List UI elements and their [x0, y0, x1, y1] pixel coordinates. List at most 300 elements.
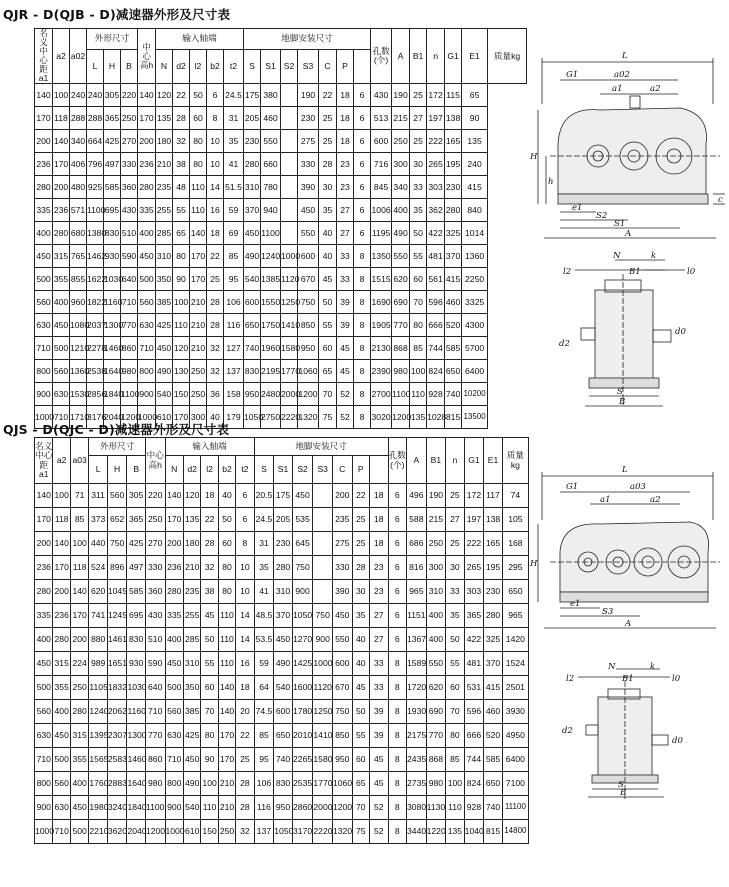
table-cell: 45	[201, 604, 218, 628]
table-cell: 600	[332, 652, 352, 676]
table-cell: 50	[218, 508, 235, 532]
table-cell: 640	[121, 268, 138, 291]
drawing-label-d0-2: d0	[672, 736, 683, 746]
table-cell: 400	[426, 628, 446, 652]
drawing-label-S: S	[617, 387, 623, 397]
table-cell: 230	[244, 130, 261, 153]
table-cell: 1000	[165, 820, 183, 844]
table-cell: 305	[104, 84, 121, 107]
table-cell: 1200	[332, 796, 352, 820]
table-cell: 1050	[244, 406, 261, 429]
drawing-label-d2-2: d2	[562, 726, 573, 736]
table-cell: 1385	[261, 268, 281, 291]
table-cell: 80	[410, 314, 427, 337]
table-cell: 18	[236, 676, 254, 700]
table-cell: 165	[445, 130, 462, 153]
table-cell: 110	[173, 314, 190, 337]
table-cell: 740	[274, 748, 292, 772]
table-cell: 1000	[35, 406, 53, 429]
table-cell: 52	[369, 820, 388, 844]
table-cell: 197	[464, 508, 484, 532]
table-cell: 1200	[145, 820, 165, 844]
table-cell: 80	[173, 245, 190, 268]
table-cell: 280	[138, 176, 156, 199]
table-cell: 900	[35, 796, 53, 820]
table-cell: 330	[121, 153, 138, 176]
table-cell: 18	[337, 130, 354, 153]
table-cell: 235	[183, 580, 200, 604]
table-cell: 1460	[104, 337, 121, 360]
table-cell: 138	[484, 508, 502, 532]
table-cell: 240	[70, 84, 87, 107]
table-cell: 440	[89, 532, 107, 556]
table-cell: 36	[207, 383, 224, 406]
table-cell: 481	[464, 652, 484, 676]
table-cell: 85	[70, 508, 88, 532]
table-cell: 425	[156, 314, 173, 337]
table-cell: 3440	[407, 820, 427, 844]
table-cell: 1690	[371, 291, 392, 314]
table-cell: 360	[145, 580, 165, 604]
table-cell: 25	[207, 268, 224, 291]
table-cell: 8	[388, 700, 406, 724]
table-cell: 70	[446, 700, 464, 724]
table-cell: 117	[484, 484, 502, 508]
drawing-label-B-2: B	[620, 788, 627, 798]
table-row	[35, 337, 527, 360]
header-outline: 外形尺寸	[87, 29, 138, 50]
table-cell: 22	[207, 245, 224, 268]
table-cell: 236	[53, 604, 70, 628]
header-p: P	[352, 456, 369, 484]
table-cell: 840	[462, 199, 488, 222]
table-cell: 250	[70, 676, 88, 700]
table-cell: 815	[484, 820, 502, 844]
table-cell: 200	[70, 628, 88, 652]
table-cell: 170	[218, 724, 235, 748]
table-cell: 106	[224, 291, 244, 314]
table-cell: 28	[236, 796, 254, 820]
table-cell: 1360	[462, 245, 488, 268]
table-cell: 25	[352, 532, 369, 556]
table-cell: 925	[87, 176, 104, 199]
header-b2: b2	[207, 49, 224, 83]
table-cell: 652	[107, 508, 127, 532]
table-cell: 110	[190, 176, 207, 199]
table-cell: 710	[53, 820, 70, 844]
table-cell: 1380	[87, 222, 104, 245]
table-cell: 670	[298, 268, 319, 291]
header-g1: G1	[464, 438, 484, 484]
table-cell: 830	[274, 772, 292, 796]
table-cell: 32	[207, 360, 224, 383]
drawing-label-S1: S1	[614, 219, 626, 229]
table-cell: 140	[165, 484, 183, 508]
table-cell: 365	[104, 107, 121, 130]
table-cell: 796	[87, 153, 104, 176]
table-cell: 6	[354, 222, 371, 245]
table-cell: 180	[156, 130, 173, 153]
table-cell: 1425	[292, 652, 313, 676]
table-cell: 490	[244, 245, 261, 268]
table-cell: 25	[352, 508, 369, 532]
table-row	[35, 748, 529, 772]
drawing-label-H-2: H	[530, 559, 538, 569]
header-d2: d2	[173, 49, 190, 83]
table-cell: 830	[104, 222, 121, 245]
header-g1: G1	[445, 29, 462, 84]
table-cell: 200	[35, 130, 53, 153]
table-cell: 55	[446, 652, 464, 676]
table-cell: 640	[145, 676, 165, 700]
table-cell: 140	[190, 222, 207, 245]
table-cell: 60	[201, 676, 218, 700]
table-cell: 513	[371, 107, 392, 130]
table-cell: 6	[388, 484, 406, 508]
table-cell: 315	[53, 245, 70, 268]
table-cell: 750	[332, 700, 352, 724]
table-cell: 118	[53, 508, 70, 532]
table-cell: 430	[121, 199, 138, 222]
header-h: H	[107, 456, 127, 484]
table-cell: 680	[70, 222, 87, 245]
table-cell: 710	[121, 291, 138, 314]
table-cell: 210	[183, 556, 200, 580]
table-cell: 303	[427, 176, 445, 199]
table-cell: 65	[352, 772, 369, 796]
table-cell: 280	[35, 176, 53, 199]
table-cell: 585	[445, 337, 462, 360]
header-foot: 地脚安装尺寸	[244, 29, 371, 50]
table-cell: 116	[254, 796, 274, 820]
table-cell: 524	[89, 556, 107, 580]
table-cell: 135	[410, 406, 427, 429]
table-cell: 500	[35, 676, 53, 700]
table-cell: 500	[35, 268, 53, 291]
table-cell: 2860	[292, 796, 313, 820]
table-row	[35, 796, 529, 820]
table-cell: 170	[190, 245, 207, 268]
header-l: L	[89, 456, 107, 484]
table-cell: 500	[53, 748, 70, 772]
table-cell: 1622	[87, 268, 104, 291]
table-cell: 645	[292, 532, 313, 556]
table-cell: 450	[244, 222, 261, 245]
table-cell: 1580	[313, 748, 333, 772]
qjs-side-view-drawing	[530, 462, 729, 637]
drawing-label-B1-2: B1	[622, 674, 634, 684]
table-cell: 130	[173, 360, 190, 383]
table-cell: 20.5	[254, 484, 274, 508]
table-cell: 960	[70, 291, 87, 314]
table-cell: 236	[165, 556, 183, 580]
table-cell: 10	[236, 556, 254, 580]
table-cell: 560	[107, 484, 127, 508]
table-row	[35, 676, 529, 700]
table-cell: 280	[274, 556, 292, 580]
table-cell: 1905	[371, 314, 392, 337]
table-cell: 200	[53, 176, 70, 199]
table-cell: 1200	[121, 406, 138, 429]
table-cell: 6	[388, 556, 406, 580]
table-cell: 69	[224, 222, 244, 245]
table-row	[35, 130, 527, 153]
table-cell: 1530	[70, 383, 87, 406]
table-cell: 250	[121, 107, 138, 130]
drawing-label-l0-2: l0	[672, 674, 681, 684]
table-cell: 74.5	[254, 700, 274, 724]
table-cell: 275	[298, 130, 319, 153]
table-row	[35, 556, 529, 580]
qjr-front-view-drawing	[555, 250, 725, 410]
table-cell: 18	[207, 222, 224, 245]
table-cell: 140	[218, 700, 235, 724]
table-cell: 8	[388, 676, 406, 700]
table-row	[35, 700, 529, 724]
header-n: n	[427, 29, 445, 84]
table-cell: 40	[207, 406, 224, 429]
table-cell: 51.5	[224, 176, 244, 199]
table-cell: 74	[502, 484, 528, 508]
table-cell: 31	[254, 532, 274, 556]
header-s: S	[254, 456, 274, 484]
table-cell: 1600	[292, 676, 313, 700]
table-cell: 80	[218, 556, 235, 580]
table-cell: 39	[369, 724, 388, 748]
table-cell: 280	[53, 222, 70, 245]
table-cell: 65	[462, 84, 488, 107]
table-cell: 45	[369, 772, 388, 796]
table-cell: 30	[446, 556, 464, 580]
table-cell: 250	[190, 360, 207, 383]
header-holes: 孔数(个)	[371, 29, 392, 84]
table-cell: 365	[127, 508, 145, 532]
table-cell: 60	[218, 532, 235, 556]
table-cell: 900	[292, 580, 313, 604]
table-cell: 300	[392, 153, 410, 176]
table-cell: 3080	[407, 796, 427, 820]
table-cell: 6	[388, 508, 406, 532]
table-cell: 535	[292, 508, 313, 532]
table-cell: 965	[407, 580, 427, 604]
table-cell	[281, 130, 298, 153]
table-cell: 275	[332, 532, 352, 556]
table-cell: 60	[190, 107, 207, 130]
table-cell: 59	[254, 652, 274, 676]
table-cell: 824	[427, 360, 445, 383]
table-cell: 400	[35, 222, 53, 245]
header-s1: S1	[274, 456, 292, 484]
table-cell: 135	[446, 820, 464, 844]
header-n: N	[165, 456, 183, 484]
table-cell: 22	[319, 84, 337, 107]
table-cell: 310	[426, 580, 446, 604]
table-cell: 250	[218, 820, 235, 844]
table-cell: 1014	[462, 222, 488, 245]
table-cell: 23	[337, 176, 354, 199]
table-cell: 1100	[392, 383, 410, 406]
table-cell: 2883	[107, 772, 127, 796]
table-cell: 39	[337, 291, 354, 314]
table-cell: 1770	[313, 772, 333, 796]
table-cell: 310	[274, 580, 292, 604]
table-cell: 1050	[274, 820, 292, 844]
table-cell: 25	[410, 84, 427, 107]
table-cell: 1300	[127, 724, 145, 748]
table-cell: 120	[183, 484, 200, 508]
table-cell: 55	[201, 652, 218, 676]
table-cell: 45	[369, 748, 388, 772]
table-cell: 110	[201, 796, 218, 820]
table-cell: 400	[426, 604, 446, 628]
header-e1: E1	[484, 438, 502, 484]
table-cell: 180	[183, 532, 200, 556]
table-cell: 2435	[407, 748, 427, 772]
table-cell: 740	[445, 383, 462, 406]
table-cell: 265	[464, 556, 484, 580]
table-cell: 650	[502, 580, 528, 604]
drawing-label-a02: a02	[614, 70, 630, 80]
table-cell: 664	[87, 130, 104, 153]
drawing-label-k-2: k	[650, 662, 656, 672]
table-cell: 610	[156, 406, 173, 429]
table-cell: 1000	[281, 245, 298, 268]
table-cell: 24.5	[224, 84, 244, 107]
table-cell: 950	[274, 796, 292, 820]
table-cell: 1100	[121, 383, 138, 406]
table-cell: 8	[236, 532, 254, 556]
table-cell: 16	[207, 199, 224, 222]
table-cell: 80	[446, 724, 464, 748]
table-cell: 560	[165, 700, 183, 724]
table-cell: 650	[445, 360, 462, 383]
table-cell: 14	[236, 604, 254, 628]
table-cell: 390	[332, 580, 352, 604]
table-cell: 55	[352, 724, 369, 748]
table-cell: 52	[337, 406, 354, 429]
table-cell: 520	[445, 314, 462, 337]
table-cell: 137	[224, 360, 244, 383]
table-cell: 596	[464, 700, 484, 724]
table-cell: 690	[392, 291, 410, 314]
table-cell: 64	[254, 676, 274, 700]
table-cell: 48	[173, 176, 190, 199]
table-cell: 45	[337, 337, 354, 360]
table-cell: 1960	[261, 337, 281, 360]
table-cell: 2037	[87, 314, 104, 337]
table-cell: 695	[127, 604, 145, 628]
table-cell: 2501	[502, 676, 528, 700]
table-cell: 1460	[127, 748, 145, 772]
table-cell: 450	[298, 199, 319, 222]
table-cell: 550	[332, 628, 352, 652]
table-cell: 630	[35, 314, 53, 337]
table-cell: 1840	[127, 796, 145, 820]
table-cell: 370	[274, 604, 292, 628]
table-cell: 2583	[107, 748, 127, 772]
table-cell: 10	[207, 153, 224, 176]
table-cell: 1050	[292, 604, 313, 628]
table-cell: 3620	[107, 820, 127, 844]
table-cell: 3930	[502, 700, 528, 724]
table-cell: 2535	[292, 772, 313, 796]
table-cell: 110	[218, 604, 235, 628]
table-cell: 370	[445, 245, 462, 268]
table-cell: 430	[145, 604, 165, 628]
table-cell: 55	[173, 199, 190, 222]
drawing-label-G1: G1	[566, 70, 579, 80]
table-cell: 250	[190, 383, 207, 406]
table-cell: 22	[236, 724, 254, 748]
table-cell: 170	[35, 508, 53, 532]
table-cell: 250	[392, 130, 410, 153]
table-cell: 8	[388, 820, 406, 844]
table-cell: 40	[319, 222, 337, 245]
table-cell: 236	[35, 556, 53, 580]
table-cell: 35	[319, 199, 337, 222]
drawing-label-l2-2: l2	[566, 674, 575, 684]
table-cell: 710	[138, 337, 156, 360]
table-row	[35, 508, 529, 532]
table-cell: 510	[145, 628, 165, 652]
table-cell: 33	[369, 676, 388, 700]
table-cell: 53.5	[254, 628, 274, 652]
table-cell: 270	[121, 130, 138, 153]
table-cell: 222	[464, 532, 484, 556]
table-cell: 100	[410, 360, 427, 383]
table-cell: 1710	[70, 406, 87, 429]
table-cell: 1750	[261, 314, 281, 337]
table-row	[35, 222, 527, 245]
table-cell: 115	[445, 84, 462, 107]
table-cell: 31	[224, 107, 244, 130]
table-cell: 116	[224, 314, 244, 337]
table-cell: 1524	[502, 652, 528, 676]
table-cell: 190	[426, 484, 446, 508]
table-cell: 6	[354, 199, 371, 222]
dimension-table-qjr	[34, 28, 527, 429]
table-cell: 415	[462, 176, 488, 199]
drawing-label-a1-2: a1	[600, 495, 611, 505]
header-a: A	[407, 438, 427, 484]
table-cell: 868	[392, 337, 410, 360]
table-cell: 716	[371, 153, 392, 176]
table-cell: 4950	[502, 724, 528, 748]
table-cell: 480	[70, 176, 87, 199]
header-l2: l2	[201, 456, 218, 484]
table-cell: 845	[371, 176, 392, 199]
table-cell: 110	[446, 796, 464, 820]
table-cell: 880	[89, 628, 107, 652]
table-cell: 710	[145, 700, 165, 724]
table-cell: 230	[274, 532, 292, 556]
table-cell: 40	[352, 652, 369, 676]
table-cell: 1028	[427, 406, 445, 429]
table-cell: 45	[319, 268, 337, 291]
table-cell: 1200	[298, 383, 319, 406]
table-row	[35, 532, 529, 556]
table-cell: 355	[70, 748, 88, 772]
table-cell: 800	[165, 772, 183, 796]
table-cell: 335	[165, 604, 183, 628]
table-cell: 710	[165, 748, 183, 772]
header-a1: 名义中心距a1	[35, 438, 53, 484]
table-row	[35, 772, 529, 796]
table-cell: 6	[388, 580, 406, 604]
table-cell: 30	[410, 153, 427, 176]
table-cell: 1040	[464, 820, 484, 844]
table-cell: 365	[464, 604, 484, 628]
